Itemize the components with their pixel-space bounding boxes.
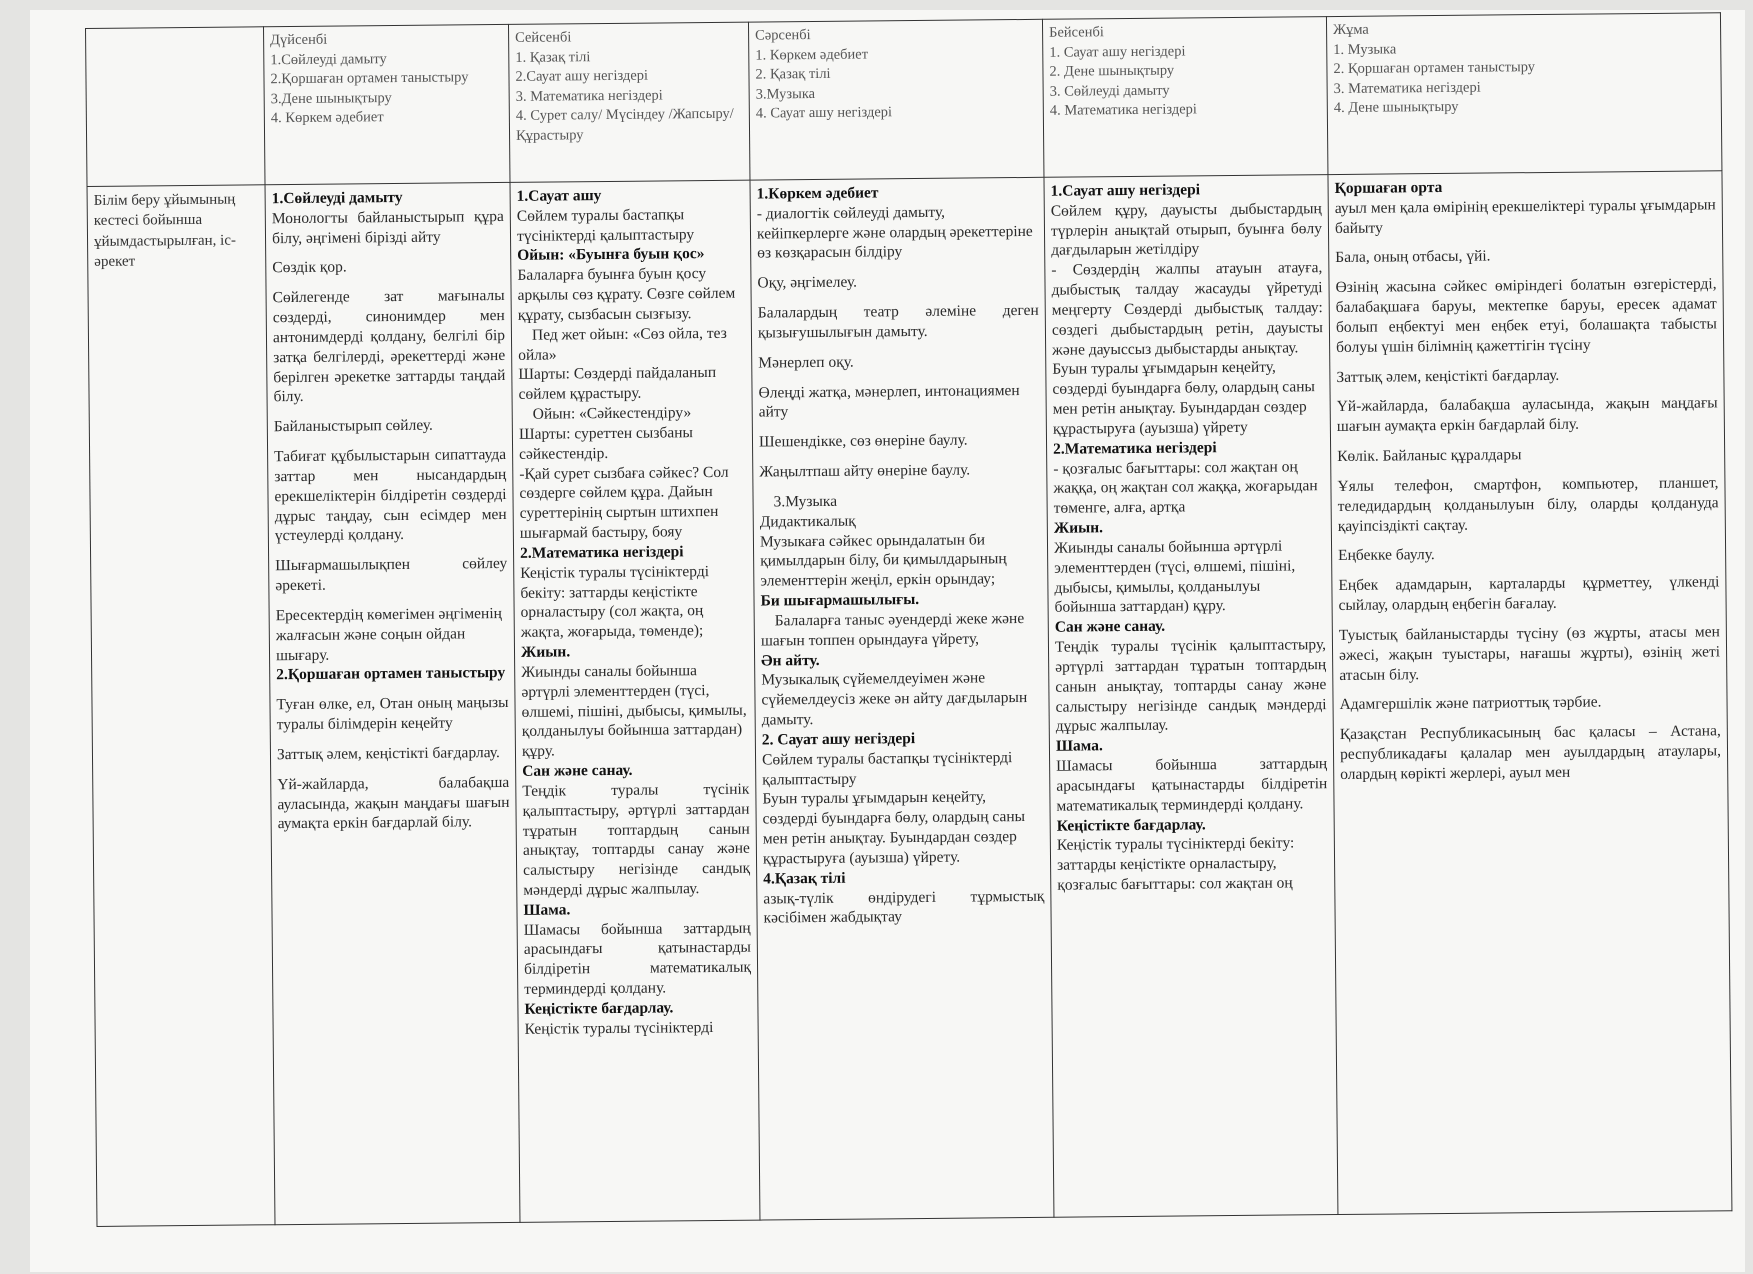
section-heading: Жиын. xyxy=(520,643,571,661)
paragraph: Кеңістік туралы түсініктерді бекіту: заттарды кеңістікте орналастыру (сол жақта, оң жақта, жоғарыда, төменде); xyxy=(520,562,710,642)
day-name: Дүйсенбі xyxy=(270,31,328,49)
paragraph: Үй-жайларда, балабақша ауласында, жақын маңдағы шағын аумақта еркін бағдарлай білу. xyxy=(277,773,510,833)
paragraph: - қозғалыс бағыттары: сол жақтан оң жаққа, оң жақтан сол жаққа, жоғарыдан төменге, алға, артқа xyxy=(1053,457,1318,517)
paragraph: Ұялы телефон, смартфон, компьютер, планшет, теледидардың қолданылуын білу, оларды қолдануда қауіпсіздікті сақтау. xyxy=(1337,474,1719,535)
section-heading: Кеңістікте бағдарлау. xyxy=(1056,815,1206,835)
day-cell xyxy=(1326,13,1721,175)
paragraph: Шарты: Сөздерді пайдаланып сөйлем құрастыру. xyxy=(518,364,717,404)
paragraph: Балалардың театр әлеміне деген қызығушылығын дамыту. xyxy=(757,301,1039,342)
tuesday-activities xyxy=(517,185,754,1217)
subject-item: 1.Сөйлеуді дамыту xyxy=(270,50,387,68)
paragraph: - Сөздердің жалпы атауын атауға, дыбыстық талдау жасауды үйретуді меңгерту Сөздерді дыбыстық талдау: сөздегі дыбыстардың ретін, дауысты және дауыссыз дыбыстарды анықтау. xyxy=(1051,259,1324,359)
paragraph: Өлеңді жатқа, мәнерлеп, интонациямен айту xyxy=(758,381,1020,422)
wednesday-activities xyxy=(757,182,1048,1215)
day-name: Сәрсенбі xyxy=(755,27,811,44)
section-heading: 1.Сөйлеуді дамыту xyxy=(271,188,403,208)
paragraph: Еңбек адамдарын, карталарды құрметтеу, үлкенді сыйлау, олардың еңбегін бағалау. xyxy=(1338,573,1720,615)
paragraph: Бала, оның отбасы, үйі. xyxy=(1335,248,1491,267)
paragraph: Музыкалық сүйемелдеуімен және сүйемелдеусіз жеке ән айту дағдыларын дамыту. xyxy=(761,669,1028,729)
paragraph: Балаларға буынға буын қосу арқылы сөз құрату. Сөзге сөйлем құрату, сызбасын сызғызу. xyxy=(517,265,736,324)
thursday-activities xyxy=(1051,179,1332,1212)
paragraph: Пед жет ойын: «Сөз ойла, тез ойла» xyxy=(518,324,727,364)
paragraph: Туыстық байланыстарды түсіну (өз жұрты, атасы мен әжесі, жақын туыстары, нағашы жұрты), өзінің жеті атасын білу. xyxy=(1338,623,1721,684)
section-heading: Сан және санау. xyxy=(1054,617,1166,636)
subject-item: 4. Сурет салу/ Мүсіндеу /Жапсыру/Құрастыру xyxy=(515,106,734,144)
paragraph: Сөздік қор. xyxy=(272,258,347,277)
subject-item: 3.Дене шынықтыру xyxy=(270,89,392,107)
subject-item: 1. Көркем әдебиет xyxy=(755,46,869,64)
paragraph: Сөйлегенде зат мағыналы сөздерді, синонимдер мен антонимдерді қолдану, белгілі бір затқа белгілерді, әрекеттерді және берілген әрекетке заттарды таңдай білу. xyxy=(272,287,506,406)
paragraph: азық-түлік өндірудегі тұрмыстық кәсібімен жабдықтау xyxy=(763,887,1045,927)
paragraph: Музыкаға сәйкес орындалатын би қимылдарын білу, би қимылдарының элементтерін жеңіл, еркін орындау; xyxy=(759,530,1007,590)
lesson-plan-sheet xyxy=(85,12,1732,1263)
section-heading: 1.Көркем әдебиет xyxy=(756,184,879,203)
subject-item: 3. Математика негіздері xyxy=(515,87,663,105)
paragraph: Шамасы бойынша заттардың арасындағы қатынастарды білдіретін математикалық терминдерді қолдану. xyxy=(1056,755,1328,815)
paragraph: Заттық әлем, кеңістікті бағдарлау. xyxy=(276,743,500,764)
paragraph: Заттық әлем, кеңістікті бағдарлау. xyxy=(1336,366,1560,386)
paragraph: Сөйлем құру, дауысты дыбыстардың түрлерін анықтай отырып, буынға бөлу дағдыларын жетілдіру xyxy=(1050,199,1323,260)
paragraph: ауыл мен қала өмірінің ерекшеліктері туралы ұғымдарын байыту xyxy=(1334,196,1716,237)
paragraph: Теңдік туралы түсінік қалыптастыру, әртүрлі заттардан тұратын топтардың санын анықтау, топтарды санау және салыстыру негізінде сандық мәндерді дұрыс жалпылау. xyxy=(1054,636,1327,736)
subject-item: 3. Математика негіздері xyxy=(1333,79,1481,97)
subject-item: 1. Музыка xyxy=(1333,40,1397,58)
paragraph: Мәнерлеп оқу. xyxy=(758,353,854,372)
section-heading: Шама. xyxy=(523,901,571,919)
section-heading: 1.Сауат ашу xyxy=(516,187,602,205)
paragraph: Буын туралы ұғымдарын кеңейту, сөздерді буындарға бөлу, олардың саны мен ретін анықтау. Буындардан сөздер құрастыруға (ауызша) үйрету. xyxy=(762,788,1026,868)
section-heading: 2.Математика негіздері xyxy=(519,543,684,562)
subject-item: 2.Қоршаған ортамен таныстыру xyxy=(270,69,469,88)
section-heading: Би шығармашылығы. xyxy=(760,591,920,610)
paragraph: -Қай сурет сызбаға сәйкес? Сол сөздерге сөйлем құра. Дайын суреттерінің сыртын штихпен шығармай бастыру, бояу xyxy=(519,463,729,542)
section-heading: Қоршаған орта xyxy=(1334,178,1443,198)
paragraph: Сөйлем туралы бастапқы түсініктерді қалыптастыру xyxy=(516,206,695,245)
paragraph: Шешендікке, сөз өнеріне баулу. xyxy=(758,431,968,451)
paragraph: Шарты: суреттен сызбаны сәйкестендір. xyxy=(518,424,693,463)
paragraph: Үй-жайларда, балабақша ауласында, жақын маңдағы шағын аумақта еркін бағдарлай білу. xyxy=(1336,394,1718,436)
paragraph: Кеңістік туралы түсініктерді xyxy=(524,1018,714,1038)
paragraph: Ойын: «Сәйкестендіру» xyxy=(532,404,692,423)
paragraph: Қазақстан Республикасының бас қаласы – Астана, республикадағы қалалар мен ауылдардың атаулары, олардың көрікті жерлері, ауыл мен xyxy=(1339,722,1722,783)
paragraph: Оқу, әңгімелеу. xyxy=(757,273,858,292)
subject-item: 1. Сауат ашу негіздері xyxy=(1049,43,1186,61)
paragraph: Кеңістік туралы түсініктерді бекіту: заттарды кеңістікте орналастыру, қозғалыс бағыттары: сол жақтан оң xyxy=(1056,834,1295,894)
section-heading: Ойын: «Буынға буын қос» xyxy=(517,245,705,265)
paragraph: Туған өлке, ел, Отан оның маңызы туралы білімдерін кеңейту xyxy=(276,694,509,734)
activities-row xyxy=(87,171,1732,1227)
paragraph: Көлік. Байланыс құралдары xyxy=(1337,446,1522,466)
paragraph: Балаларға таныс әуендерді жеке және шағын топпен орындауға үйрету, xyxy=(760,609,1025,650)
paragraph: Шығармашылықпен сөйлеу әрекеті. xyxy=(275,555,508,595)
paragraph: Табиғат құбылыстарын сипаттауда заттар мен нысандардың ерекшеліктерін білдіретін сөздерді дұрыс таңдау, сын есімдер мен үстеулерді қолдану. xyxy=(274,446,507,545)
subject-item: 4. Көркем әдебиет xyxy=(270,109,384,127)
subject-item: 3.Музыка xyxy=(755,85,816,103)
day-cell xyxy=(1042,17,1328,178)
lesson-plan-table xyxy=(85,12,1732,1227)
paragraph: Шамасы бойынша заттардың арасындағы қатынастарды білдіретін математикалық терминдерді қолдану. xyxy=(523,919,752,998)
section-heading: 2. Сауат ашу негіздері xyxy=(761,729,916,749)
paragraph: 3.Музыка xyxy=(773,492,838,511)
day-cell xyxy=(748,19,1044,180)
paragraph: Теңдік туралы түсінік қалыптастыру, әртүрлі заттардан тұратын топтардың санын анықтау, топтарды санау және салыстыру негізінде сандық мәндерді дұрыс жалпылау. xyxy=(522,780,751,899)
scanned-page xyxy=(30,10,1745,1272)
paragraph: Жиынды саналы бойынша әртүрлі элементтерден (түсі, өлшемі, пішіні, дыбысы, қимылы, қолданылуы бойынша заттардан) құру. xyxy=(521,662,747,761)
paragraph: Жаңылтпаш айту өнеріне баулу. xyxy=(759,461,971,481)
subject-item: 2. Қоршаған ортамен таныстыру xyxy=(1333,59,1536,78)
paragraph: Буын туралы ұғымдарын кеңейту, сөздерді буындарға бөлу, олардың саны мен ретін анықтау. Буындардан сөздер құрастыруға (ауызша) үйрету xyxy=(1052,359,1315,438)
day-name: Сейсенбі xyxy=(515,29,572,46)
paragraph: Өзінің жасына сәйкес өміріндегі болатын өзгерістерді, балабақшаға баруы, мектепке баруы, ересек адамат болып еңбектуі мен еңбек етуі, болашақта табысты болуы үшін білімнің қажеттігін түсіну xyxy=(1335,275,1717,356)
subject-item: 2. Дене шынықтыру xyxy=(1049,62,1175,80)
section-heading: Сан және санау. xyxy=(522,761,633,780)
section-heading: 2.Математика негіздері xyxy=(1053,438,1217,458)
day-cell xyxy=(263,24,510,184)
subject-item: 4. Сауат ашу негіздері xyxy=(755,104,893,122)
paragraph: Сөйлем туралы бастапқы түсініктерді қалыптастыру xyxy=(761,748,1013,789)
paragraph: Жиынды саналы бойынша әртүрлі элементтерден (түсі, өлшемі, пішіні, дыбысы, қимылы, қолданылуы бойынша заттардан) құру. xyxy=(1053,537,1296,617)
section-heading: Жиын. xyxy=(1053,519,1104,537)
section-heading: 4.Қазақ тілі xyxy=(763,869,846,888)
day-cell xyxy=(508,22,750,182)
subject-item: 4. Дене шынықтыру xyxy=(1333,99,1459,117)
day-name: Бейсенбі xyxy=(1049,24,1104,41)
subject-item: 3. Сөйлеуді дамыту xyxy=(1049,82,1170,100)
section-heading: 2.Қоршаған ортамен таныстыру xyxy=(276,664,506,684)
section-heading: Шама. xyxy=(1055,737,1103,755)
day-name: Жұма xyxy=(1333,21,1369,39)
paragraph: Еңбекке баулу. xyxy=(1338,546,1435,565)
subject-item: 2.Сауат ашу негіздері xyxy=(515,67,649,85)
section-heading: 1.Сауат ашу негіздері xyxy=(1050,181,1201,200)
subject-item: 4. Математика негіздері xyxy=(1049,101,1197,119)
subject-item: 2. Қазақ тілі xyxy=(755,65,831,83)
section-heading: Ән айту. xyxy=(761,651,820,670)
paragraph: Байланыстырып сөйлеу. xyxy=(273,416,433,436)
subject-item: 1. Қазақ тілі xyxy=(515,48,591,66)
paragraph: Дидактикалық xyxy=(759,512,856,531)
monday-activities xyxy=(272,187,514,1219)
friday-activities xyxy=(1335,175,1726,1209)
paragraph: - диалогтік сөйлеуді дамыту, кейіпкерлерге және олардың әрекеттеріне өз көзқарасын білдіру xyxy=(756,203,1033,263)
paragraph: Ересектердің көмегімен әңгіменің жалғасын және соңын ойдан шығару. xyxy=(275,604,502,664)
paragraph: Адамгершілік және патриоттық тәрбие. xyxy=(1339,693,1602,714)
section-heading: Кеңістікте бағдарлау. xyxy=(524,999,674,1018)
paragraph: Монологты байланыстырып құра білу, әңгімені бірізді айту xyxy=(271,207,504,247)
row-label: Білім беру ұйымының кестесі бойынша ұйымдастырылған, іс-әрекет xyxy=(87,185,275,1227)
header-empty-cell xyxy=(86,27,266,187)
schedule-header-row xyxy=(86,13,1722,187)
